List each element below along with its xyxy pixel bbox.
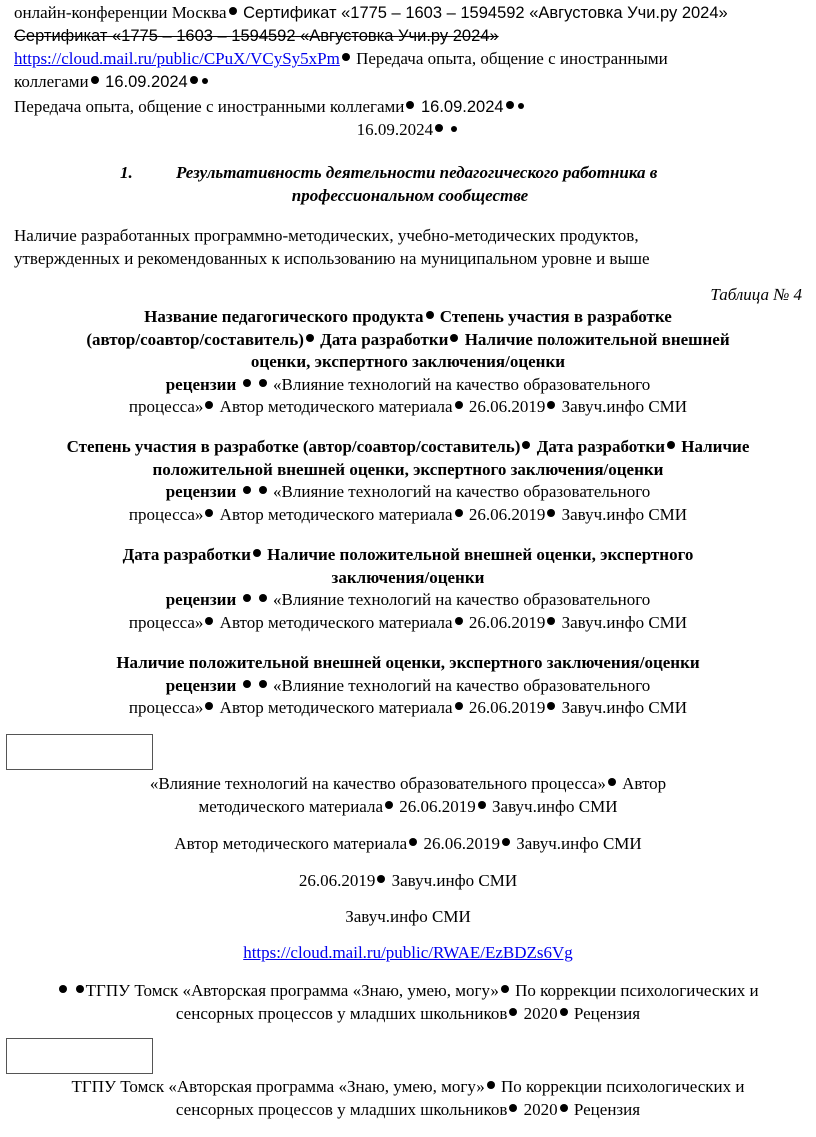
bullet-icon (259, 486, 267, 494)
lower-link-line (14, 942, 802, 965)
experience-text: Передача опыта, общение с иностранными коллегами (14, 97, 405, 116)
lower-line-3 (14, 833, 802, 856)
lower-text: Автор методического материала (174, 834, 408, 853)
lower-line-1 (14, 773, 802, 818)
date-text: 16.09.2024 (416, 98, 504, 116)
lower-text: ТГПУ Томск «Авторская программа «Знаю, умею, могу» (71, 1077, 485, 1096)
header-segment: Дата разработки (122, 545, 251, 564)
lower-text: Завуч.инфо СМИ (511, 834, 642, 853)
bullet-icon (205, 509, 213, 517)
colleagues-text: коллегами (14, 72, 89, 91)
review-text: «Влияние технологий на качество образовательного (268, 675, 651, 695)
section-title-line-1: Результативность деятельности педагогического работника в (176, 163, 658, 182)
lower-text: Рецензия (569, 1003, 641, 1023)
review-text: Завуч.инфо СМИ (557, 504, 688, 524)
review-word: рецензии (165, 374, 237, 394)
lower-line-8 (14, 1076, 802, 1121)
bullet-icon (91, 76, 99, 84)
review-line (14, 374, 802, 397)
bullet-icon (253, 549, 261, 557)
review-text: «Влияние технологий на качество образовательного (268, 590, 651, 609)
lower-text: методического материала (198, 796, 384, 816)
bullet-icon (487, 1081, 495, 1089)
review-line (14, 396, 802, 419)
group-1 (14, 306, 802, 419)
bullet-icon (205, 401, 213, 409)
group-2 (14, 436, 802, 526)
group-header (14, 436, 802, 481)
lower-text: Завуч.инфо СМИ (387, 871, 518, 890)
review-text: процесса» (128, 612, 204, 632)
lower-text: сенсорных процессов у младших школьников (175, 1099, 508, 1119)
review-line (14, 697, 802, 720)
bullet-icon (501, 985, 509, 993)
section-intro (14, 225, 802, 270)
review-text: Завуч.инфо СМИ (557, 698, 688, 717)
bullet-icon (259, 379, 267, 387)
bullet-icon (478, 801, 486, 809)
date-text: 16.09.2024 (100, 73, 188, 91)
group-3 (14, 544, 802, 634)
review-text: Автор методического материала (215, 397, 453, 416)
header-segment: Наличие положительной внешней (460, 329, 730, 349)
top-line-2: Сертификат «1775 – 1603 – 1594592 «Августовка Учи.ру 2024» (14, 27, 499, 45)
cloud-link-1[interactable]: https://cloud.mail.ru/public/CPuX/VCySy5xPm (14, 49, 340, 68)
review-word: рецензии (165, 590, 237, 609)
intro-line-2: утвержденных и рекомендованных к использованию на муниципальном уровне и выше (14, 248, 650, 268)
bullet-icon (455, 617, 463, 625)
header-segment: Степень участия в разработке (автор/соавтор/составитель) (66, 437, 521, 456)
header-segment: оценки, экспертного заключения/оценки (250, 352, 566, 371)
table-caption: Таблица № 4 (710, 285, 802, 304)
date-text: 16.09.2024 (356, 120, 434, 139)
lower-line-4 (14, 870, 802, 893)
bullet-icon (450, 334, 458, 342)
review-text: «Влияние технологий на качество образовательного (268, 374, 651, 394)
lower-text: 26.06.2019 (419, 834, 500, 853)
bullet-icon (547, 401, 555, 409)
bullet-icon (506, 101, 514, 109)
cloud-link-2[interactable]: https://cloud.mail.ru/public/RWAE/EzBDZs6Vg (243, 943, 573, 962)
bullet-icon (509, 1104, 517, 1112)
top-line-5 (14, 96, 802, 119)
empty-frame (6, 734, 153, 770)
lower-line-5: Завуч.инфо СМИ (345, 907, 471, 926)
header-segment: Название педагогического продукта (144, 307, 424, 326)
bullet-icon (547, 617, 555, 625)
lower-text: По коррекции психологических и (510, 981, 759, 1000)
review-line (14, 589, 802, 612)
lower-text: Рецензия (569, 1099, 641, 1119)
lower-text: Завуч.инфо СМИ (487, 796, 618, 816)
header-segment: Дата разработки (532, 437, 665, 456)
bullet-icon (306, 334, 314, 342)
bullet-icon (435, 124, 443, 132)
bullet-icon (509, 1008, 517, 1016)
lower-text: 2020 (519, 1099, 558, 1119)
review-text: Завуч.инфо СМИ (557, 397, 688, 416)
bullet-icon (342, 53, 350, 61)
header-segment: Наличие положительной внешней оценки, экспертного заключения/оценки (116, 653, 700, 672)
section-heading (120, 162, 760, 207)
bullet-icon (409, 838, 417, 846)
header-segment: заключения/оценки (331, 567, 485, 587)
review-text: процесса» (128, 504, 204, 524)
bullet-icon (202, 78, 208, 84)
empty-frame (6, 1038, 153, 1074)
certificate-text: Сертификат «1775 – 1603 – 1594592 «Августовка Учи.ру 2024» (238, 4, 728, 22)
review-text: 26.06.2019 (464, 397, 546, 416)
header-segment: Наличие (677, 437, 750, 456)
bullet-icon (560, 1008, 568, 1016)
bullet-icon (608, 778, 616, 786)
review-text: 26.06.2019 (464, 504, 546, 524)
bullet-icon (426, 311, 434, 319)
bullet-icon (243, 486, 251, 494)
bullet-icon (59, 985, 67, 993)
bullet-icon (560, 1104, 568, 1112)
bullet-icon (455, 401, 463, 409)
bullet-icon (205, 617, 213, 625)
conference-text: онлайн-конференции Москва (14, 3, 227, 22)
experience-text: Передача опыта, общение с иностранными (351, 49, 668, 68)
bullet-icon (243, 594, 251, 602)
review-text: «Влияние технологий на качество образовательного (268, 482, 651, 501)
group-header (14, 544, 802, 589)
review-text: Автор методического материала (215, 504, 453, 524)
bullet-icon (451, 126, 457, 132)
bullet-icon (377, 875, 385, 883)
top-line-3 (14, 48, 802, 71)
bullet-icon (190, 76, 198, 84)
bullet-icon (667, 441, 675, 449)
bullet-icon (502, 838, 510, 846)
group-header (14, 652, 802, 675)
bullet-icon (385, 801, 393, 809)
review-text: Автор методического материала (215, 698, 453, 717)
bullet-icon (259, 680, 267, 688)
group-4 (14, 652, 802, 720)
review-text: 26.06.2019 (464, 698, 546, 717)
section-number: 1. (120, 163, 133, 182)
intro-line-1: Наличие разработанных программно-методических, учебно-методических продуктов, (14, 226, 639, 245)
bullet-icon (518, 103, 524, 109)
bullet-icon (205, 702, 213, 710)
lower-text: «Влияние технологий на качество образовательного процесса» (149, 774, 606, 793)
header-segment: (автор/соавтор/составитель) (86, 329, 304, 349)
header-segment: Дата разработки (315, 329, 449, 349)
header-segment: положительной внешней оценки, экспертного заключения/оценки (152, 459, 664, 479)
lower-text: сенсорных процессов у младших школьников (175, 1003, 508, 1023)
lower-text: По коррекции психологических и (496, 1077, 745, 1096)
bullet-icon (259, 594, 267, 602)
bullet-icon (243, 680, 251, 688)
top-line-1 (14, 2, 802, 25)
review-text: процесса» (128, 698, 204, 717)
bullet-icon (547, 702, 555, 710)
review-word: рецензии (165, 675, 237, 695)
top-line-6 (14, 119, 802, 142)
section-title-line-2: профессиональном сообществе (291, 185, 529, 205)
lower-text: 2020 (519, 1003, 558, 1023)
review-text: 26.06.2019 (464, 612, 546, 632)
bullet-icon (243, 379, 251, 387)
review-line (14, 675, 802, 698)
bullet-icon (406, 101, 414, 109)
review-line (14, 481, 802, 504)
top-line-4 (14, 71, 802, 94)
header-segment: Степень участия в разработке (435, 307, 672, 326)
bullet-icon (547, 509, 555, 517)
bullet-icon (76, 985, 84, 993)
lower-line-6 (14, 980, 802, 1025)
review-text: процесса» (128, 397, 204, 416)
review-word: рецензии (165, 482, 237, 501)
review-line (14, 612, 802, 635)
lower-text: Автор (617, 774, 667, 793)
review-text: Автор методического материала (215, 612, 453, 632)
header-segment: Наличие положительной внешней оценки, экспертного (262, 545, 694, 564)
bullet-icon (455, 702, 463, 710)
lower-text: ТГПУ Томск «Авторская программа «Знаю, умею, могу» (85, 981, 499, 1000)
bullet-icon (229, 7, 237, 15)
review-text: Завуч.инфо СМИ (557, 612, 688, 632)
lower-text: 26.06.2019 (395, 796, 476, 816)
group-header (14, 306, 802, 374)
review-line (14, 504, 802, 527)
bullet-icon (522, 441, 530, 449)
bullet-icon (455, 509, 463, 517)
lower-text: 26.06.2019 (298, 871, 376, 890)
